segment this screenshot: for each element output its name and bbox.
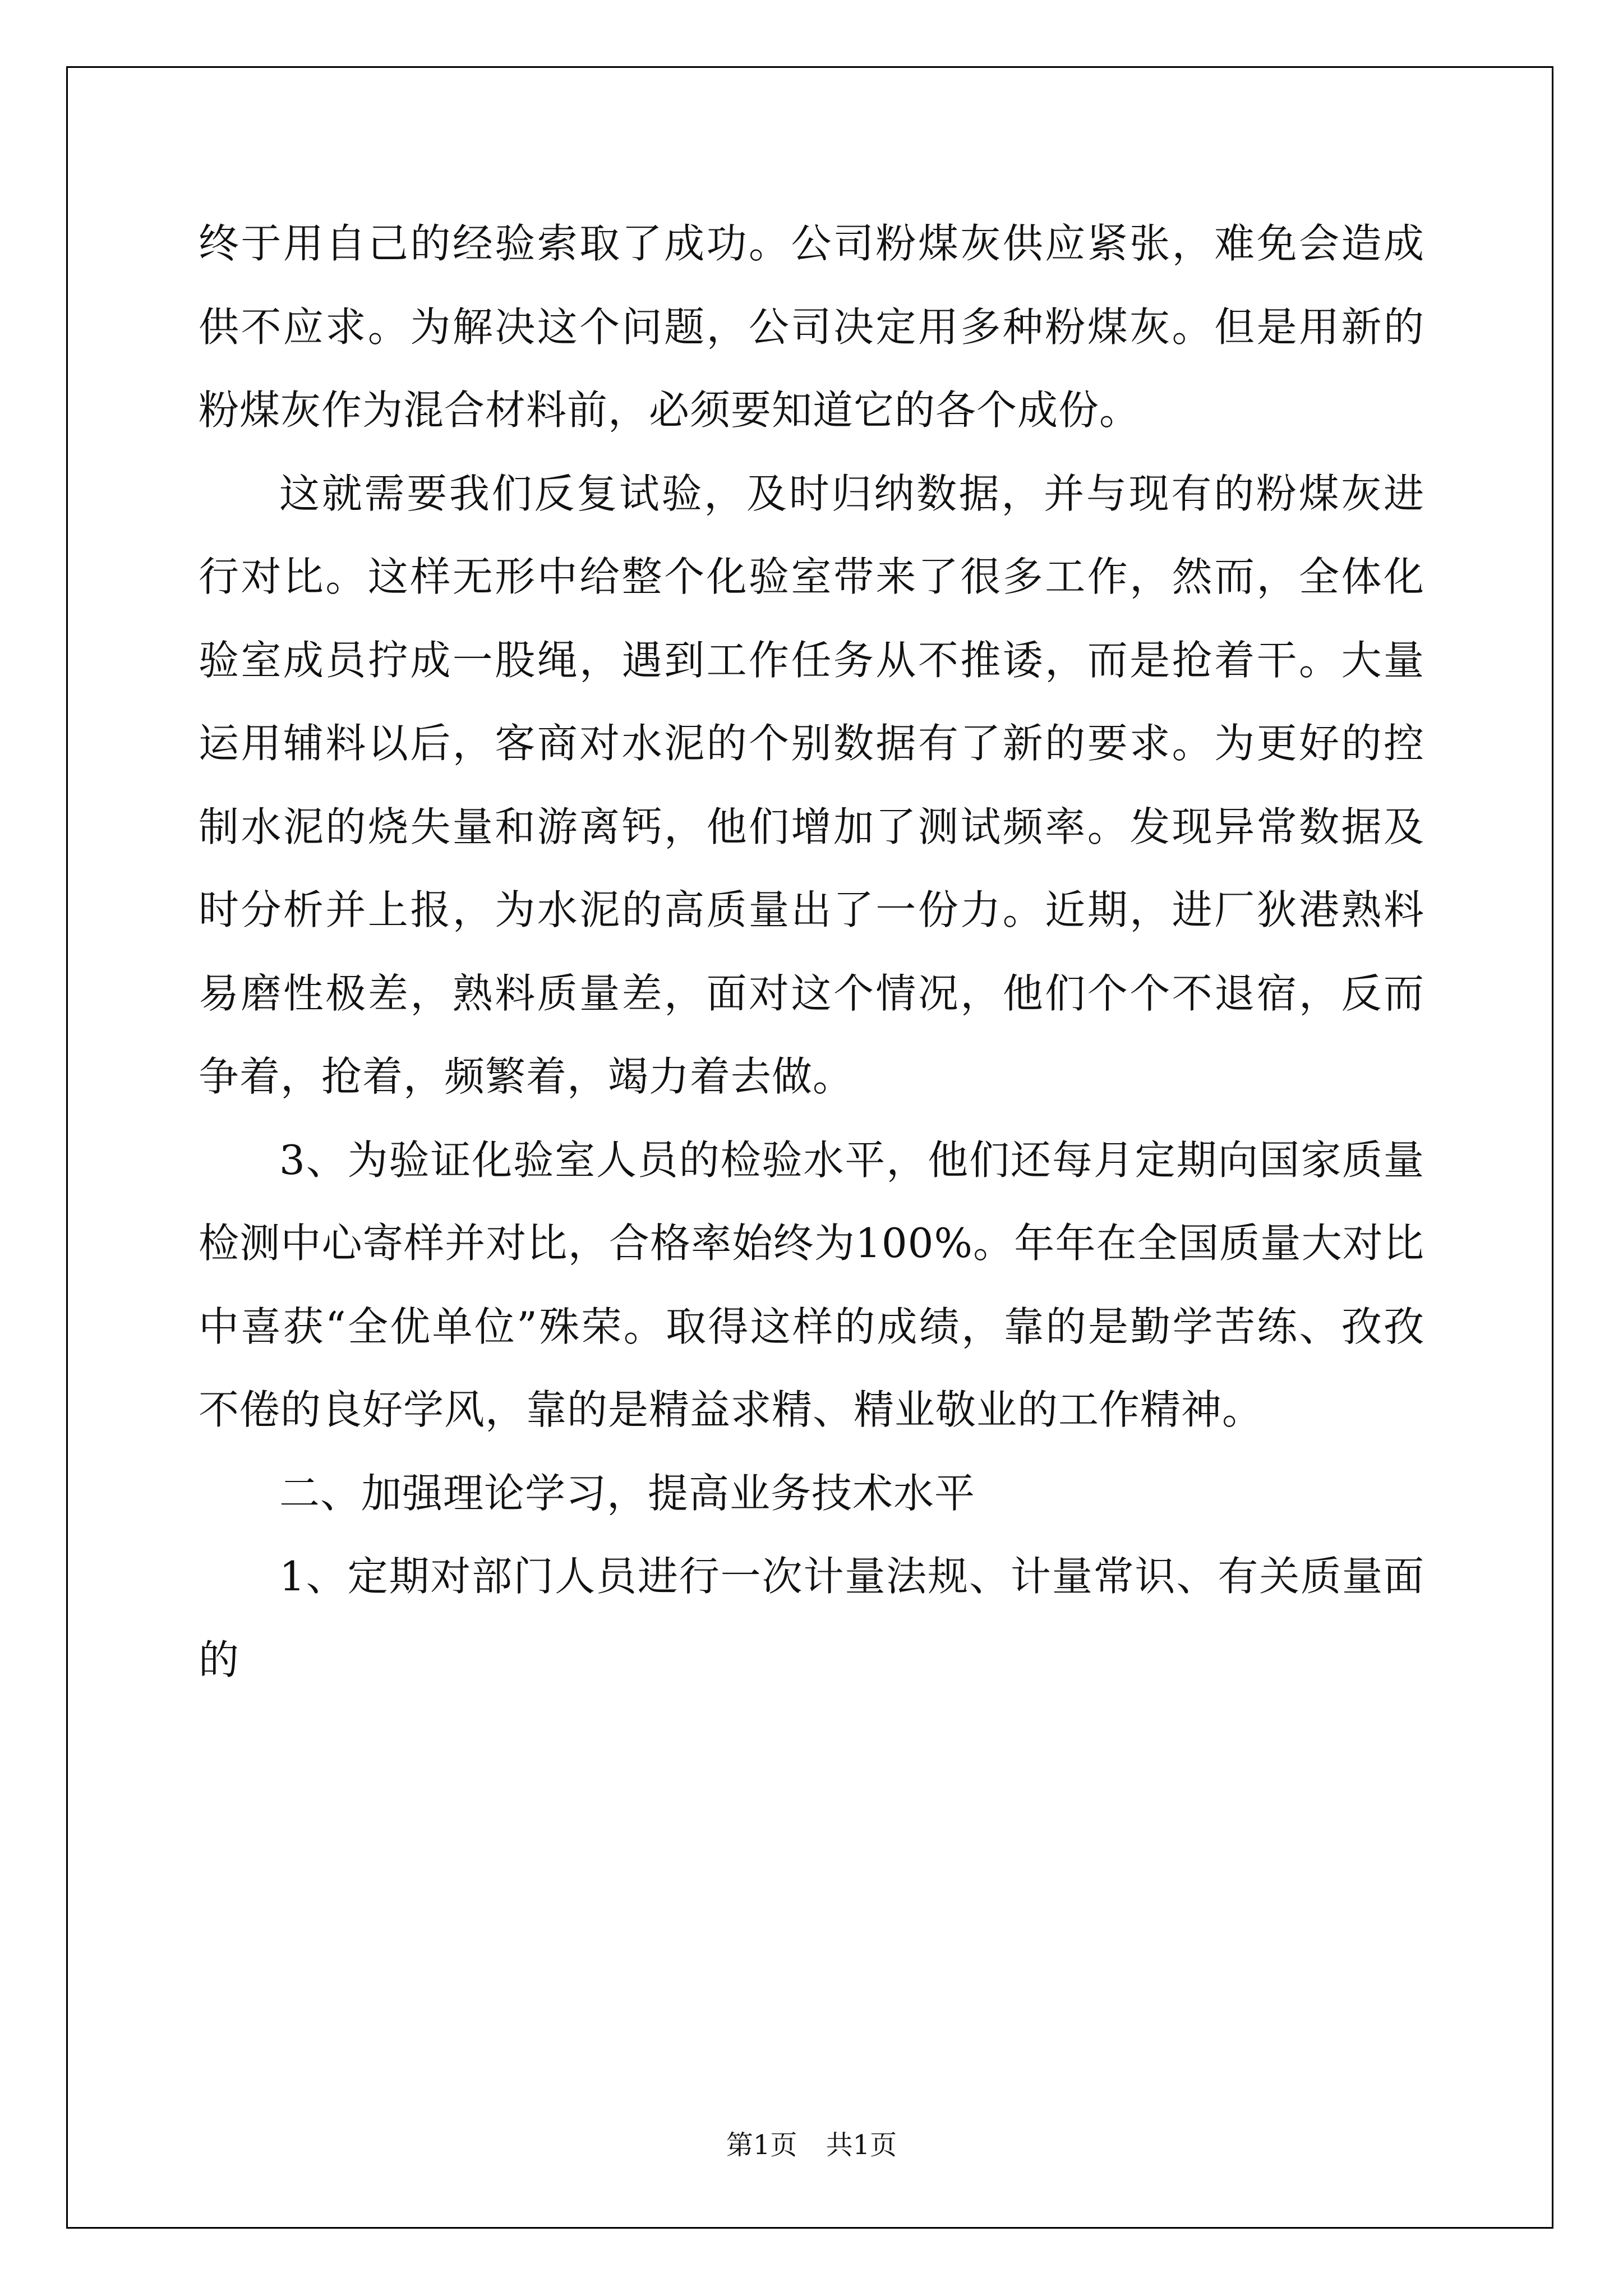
paragraph-5: 1、定期对部门人员进行一次计量法规、计量常识、有关质量面的	[199, 1553, 1424, 1683]
page-number: 第1页	[726, 2129, 797, 2161]
page-total: 共1页	[826, 2129, 897, 2161]
paragraph-2: 这就需要我们反复试验，及时归纳数据，并与现有的粉煤灰进行对比。这样无形中给整个化验室带来了很多工作，然而，全体化验室成员拧成一股绳，遇到工作任务从不推诿，而是抢着干。大量运用辅料以后，客商对水泥的个别数据有了新的要求。为更好的控制水泥的烧失量和游离钙，他们增加了测试频率。发现异常数据及时分析并上报，为水泥的高质量出了一份力。近期，进厂狄港熟料易磨性极差，熟料质量差，面对这个情况，他们个个不退宿，反而争着，抢着，频繁着，竭力着去做。	[199, 470, 1424, 1100]
paragraph-3: 3、为验证化验室人员的检验水平，他们还每月定期向国家质量检测中心寄样并对比，合格率始终为100%。年年在全国质量大对比中喜获“全优单位”殊荣。取得这样的成绩，靠的是勤学苦练、孜孜不倦的良好学风，靠的是精益求精、精业敬业的工作精神。	[199, 1136, 1424, 1433]
document-body	[199, 202, 1424, 1701]
section-heading: 二、加强理论学习，提高业务技术水平	[279, 1469, 976, 1517]
paragraph-1: 终于用自己的经验索取了成功。公司粉煤灰供应紧张，难免会造成供不应求。为解决这个问题，公司决定用多种粉煤灰。但是用新的粉煤灰作为混合材料前，必须要知道它的各个成份。	[199, 220, 1424, 434]
page-footer	[0, 2123, 1623, 2162]
